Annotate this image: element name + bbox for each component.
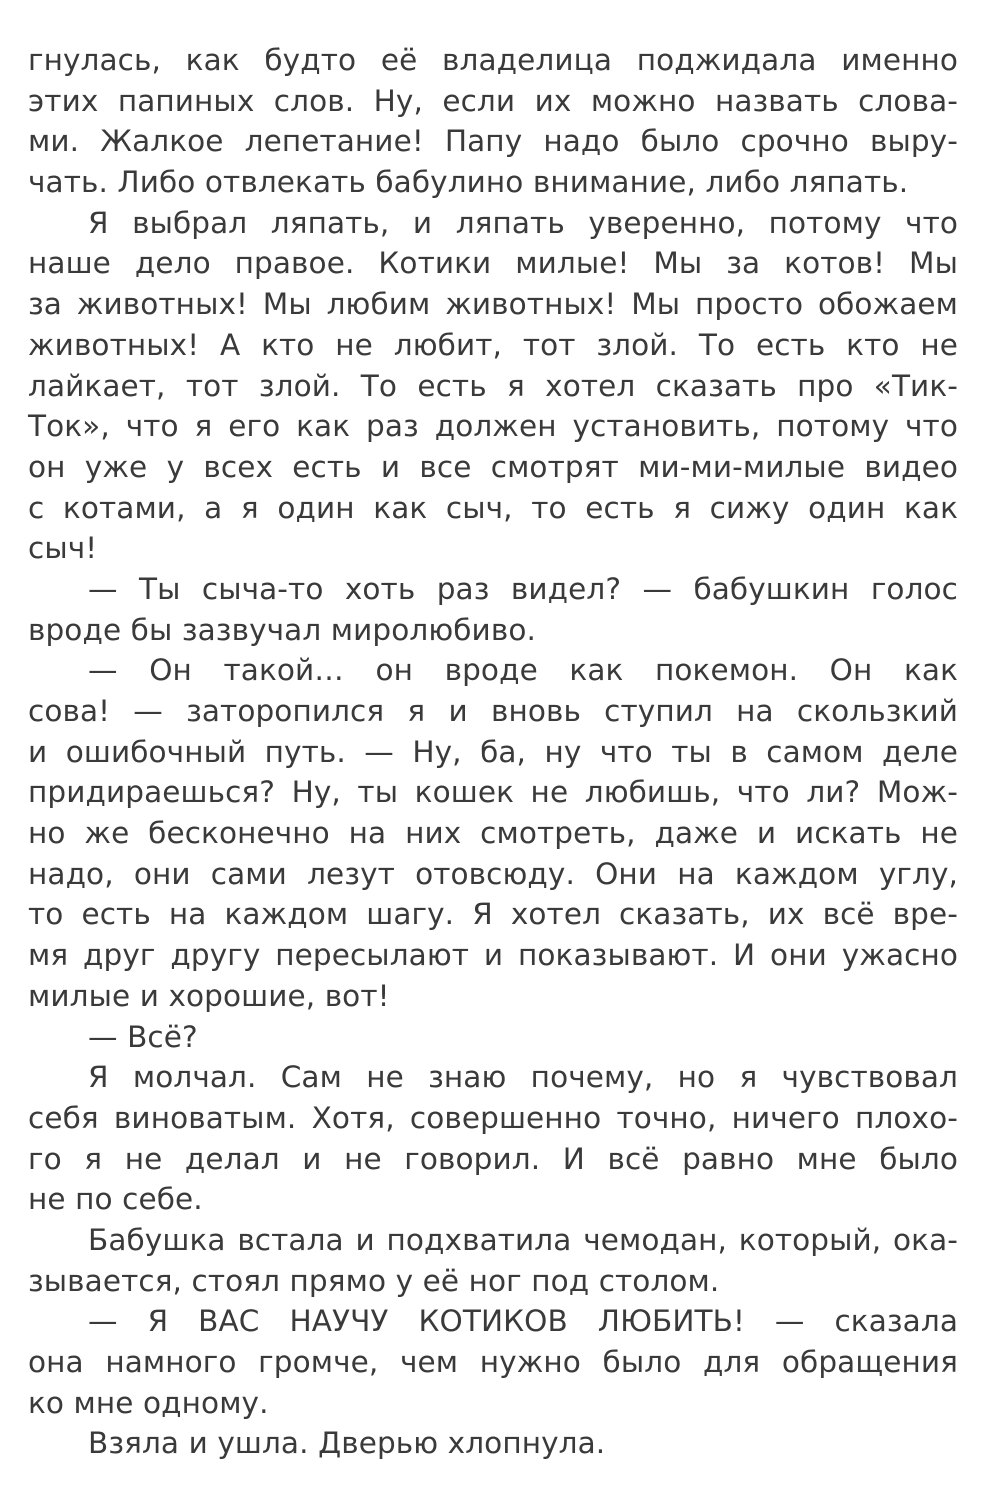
text-line: надо, они сами лезут отовсюду. Они на каждом углу, — [28, 856, 958, 891]
text-line: не по себе. — [28, 1182, 203, 1217]
text-line: она намного громче, чем нужно было для обращения — [28, 1345, 958, 1379]
text-line: — Он такой… он вроде как покемон. Он как — [88, 653, 958, 688]
text-line: Взяла и ушла. Дверью хлопнула. — [88, 1426, 606, 1461]
text-line: гнулась, как будто её владелица поджидала именно — [28, 43, 958, 77]
text-line: за животных! Мы любим животных! Мы просто обожаем — [28, 287, 958, 322]
text-line: мя друг другу пересылают и показывают. И они ужасно — [28, 938, 958, 973]
text-line: наше дело правое. Котики милые! Мы за котов! Мы — [28, 246, 958, 281]
text-line: лайкает, тот злой. То есть я хотел сказать про «Тик- — [28, 368, 958, 403]
text-line: — Я ВАС НАУЧУ КОТИКОВ ЛЮБИТЬ! — сказала — [88, 1304, 958, 1339]
text-line: вроде бы зазвучал миролюбиво. — [28, 612, 536, 647]
paragraph — [28, 1220, 958, 1301]
paragraph — [28, 203, 958, 569]
paragraph — [28, 1057, 958, 1220]
text-line: зывается, стоял прямо у её ног под столом. — [28, 1263, 720, 1298]
text-line: себя виноватым. Хотя, совершенно точно, ничего плохо- — [28, 1100, 958, 1135]
text-line: сова! — заторопился я и вновь ступил на скользкий — [28, 694, 958, 728]
page-text — [28, 40, 958, 1464]
paragraph — [28, 1423, 958, 1464]
text-line: чать. Либо отвлекать бабулино внимание, либо ляпать. — [28, 165, 909, 200]
text-line: но же бесконечно на них смотреть, даже и искать не — [28, 816, 958, 851]
paragraph — [28, 650, 958, 1016]
text-line: милые и хорошие, вот! — [28, 978, 390, 1013]
text-line: ми. Жалкое лепетание! Папу надо было срочно выру- — [28, 124, 958, 159]
text-line: и ошибочный путь. — Ну, ба, ну что ты в самом деле — [28, 734, 958, 769]
text-line: Я молчал. Сам не знаю почему, но я чувствовал — [88, 1060, 958, 1095]
paragraph — [28, 1301, 958, 1423]
text-line: го я не делал и не говорил. И всё равно мне было — [28, 1141, 958, 1176]
text-line: то есть на каждом шагу. Я хотел сказать, их всё вре- — [28, 897, 958, 932]
text-line: ко мне одному. — [28, 1385, 269, 1420]
text-line: — Всё? — [88, 1019, 198, 1054]
paragraph — [28, 569, 958, 650]
paragraph — [28, 1017, 958, 1058]
text-line: животных! А кто не любит, тот злой. То есть кто не — [28, 327, 958, 362]
text-line: Ток», что я его как раз должен установить, потому что — [28, 409, 958, 444]
text-line: сыч! — [28, 531, 98, 566]
text-line: с котами, а я один как сыч, то есть я сижу один как — [28, 490, 958, 525]
text-line: — Ты сыча-то хоть раз видел? — бабушкин голос — [88, 571, 958, 606]
text-line: этих папиных слов. Ну, если их можно назвать слова- — [28, 83, 958, 118]
text-line: Бабушка встала и подхватила чемодан, который, ока- — [88, 1222, 958, 1257]
text-line: Я выбрал ляпать, и ляпать уверенно, потому что — [88, 205, 958, 240]
text-line: придираешься? Ну, ты кошек не любишь, что ли? Мож- — [28, 775, 958, 810]
paragraph — [28, 40, 958, 203]
text-line: он уже у всех есть и все смотрят ми-ми-милые видео — [28, 449, 958, 484]
